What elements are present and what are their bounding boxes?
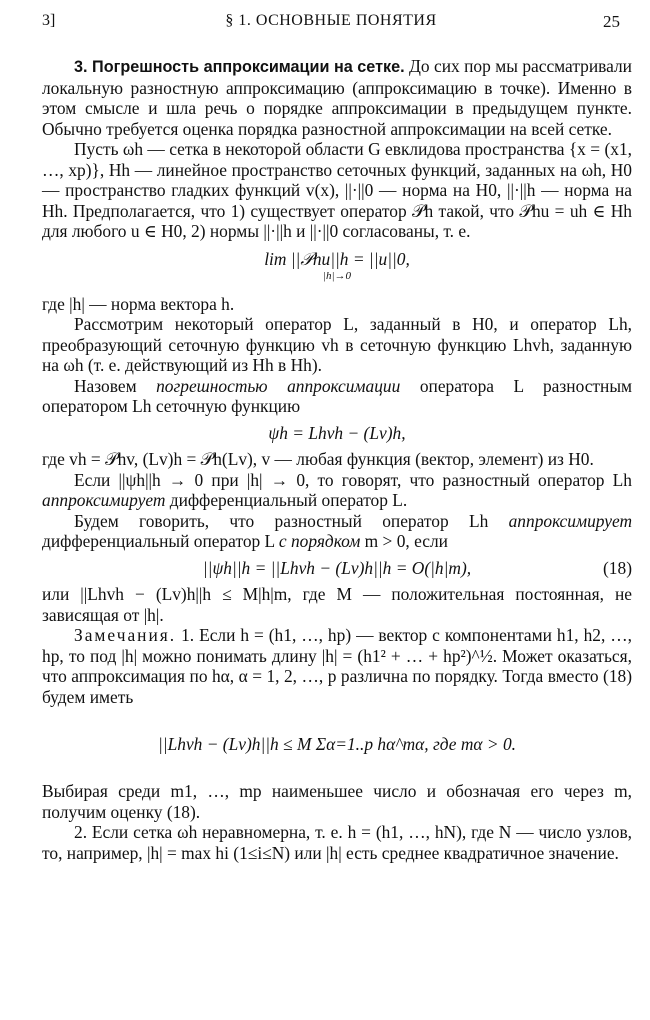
term-approximates: аппроксимирует xyxy=(42,490,166,510)
term-approximation-error: погрешностью аппроксимации xyxy=(156,375,401,396)
paragraph-or: или ||Lhvh − (Lv)h||h ≤ M|h|m, где M — положительная постоянная, не зависящая от |h|. xyxy=(42,584,632,625)
paragraph-order xyxy=(42,511,632,552)
definition-text-before: Назовем xyxy=(74,375,157,396)
if-text-before: Если ||ψh||h → 0 при |h| → 0, то говорят, что разностный оператор Lh xyxy=(74,469,632,490)
equation-number-18: (18) xyxy=(603,557,632,578)
formula-limit xyxy=(42,248,632,288)
header-chapter-marker: 3] xyxy=(42,12,56,29)
definition-text-after: оператора L разностным оператором Lh сеточную функцию xyxy=(42,375,633,416)
page-body xyxy=(42,56,632,863)
header-title: § 1. ОСНОВНЫЕ ПОНЯТИЯ xyxy=(225,12,437,29)
formula-sum: ||Lhvh − (Lv)h||h ≤ M Σα=1..p hα^mα, где mα > 0. xyxy=(158,734,516,754)
running-header xyxy=(42,12,620,38)
formula-18-body: ||ψh||h = ||Lhvh − (Lv)h||h = O(|h|m), xyxy=(202,557,472,578)
paragraph-remark-1 xyxy=(42,625,632,707)
paragraph-definition xyxy=(42,376,632,417)
paragraph-grid: Пусть ωh — сетка в некоторой области G евклидова пространства {x = (x1, …, xp)}, Hh — линейное пространство сеточных функций, заданных на ωh, H0 — пространство гладких функций v(x), ||·||0 — норма на H0, ||·||h — норма на Hh. Предполагается, что 1) существует оператор 𝒫h такой, что 𝒫hu = uh ∈ Hh для любого u ∈ H0, 2) нормы ||·||h и ||·||0 согласованы, т. е. xyxy=(42,139,632,241)
formula-18 xyxy=(42,558,632,579)
paragraph-where-h: где |h| — норма вектора h. xyxy=(42,293,235,314)
if-text-after: дифференциальный оператор L. xyxy=(165,490,408,510)
remarks-title: Замечания. xyxy=(74,625,177,645)
order-text-middle: дифференциальный оператор L xyxy=(42,531,279,551)
page-number: 25 xyxy=(603,12,620,31)
formula-limit-main: lim ||𝒫hu||h = ||u||0, xyxy=(264,248,410,269)
formula-psi: ψh = Lhvh − (Lv)h, xyxy=(268,422,406,443)
term-approximates-2: аппроксимирует xyxy=(508,510,632,531)
paragraph-remark-2: 2. Если сетка ωh неравномерна, т. е. h = (h1, …, hN), где N — число узлов, то, например, |h| = max hi (1≤i≤N) или |h| есть среднее квадратичное значение. xyxy=(42,822,632,863)
paragraph-if-converges xyxy=(42,470,632,511)
order-text-after: m > 0, если xyxy=(360,531,448,551)
paragraph-where-v: где vh = 𝒫hv, (Lv)h = 𝒫h(Lv), v — любая функция (вектор, элемент) из H0. xyxy=(42,449,594,469)
paragraph-operator: Рассмотрим некоторый оператор L, заданный в H0, и оператор Lh, преобразующий сеточную функцию vh в сеточную функцию Lhvh, заданную на ωh (т. е. действующий из Hh в Hh). xyxy=(42,314,632,375)
formula-limit-subscript: |h|→0 xyxy=(322,269,352,282)
section-heading: 3. Погрешность аппроксимации на сетке. xyxy=(74,58,405,76)
term-with-order: с порядком xyxy=(278,531,361,551)
remark-1-text: 1. Если h = (h1, …, hp) — вектор с компонентами h1, h2, …, hp, то под |h| можно понимать длину |h| = (h1² + … + hp²)^½. Может оказаться, что аппроксимация по hα, α = 1, 2, …, p различна по порядку. Тогда вместо (18) будем иметь xyxy=(42,625,632,707)
paragraph-section-intro xyxy=(42,56,632,139)
section-intro-text: До сих пор мы рассматривали локальную разностную аппроксимацию (аппроксимацию в точке). Именно в этом смысле и шла речь о порядке аппроксимации в предыдущем пункте. Обычно требуется оценка порядка разностной аппроксимации на всей сетке. xyxy=(42,56,632,139)
paragraph-choose: Выбирая среди m1, …, mp наименьшее число и обозначая его через m, получим оценку (18). xyxy=(42,781,632,822)
order-text-before: Будем говорить, что разностный оператор Lh xyxy=(74,510,509,531)
